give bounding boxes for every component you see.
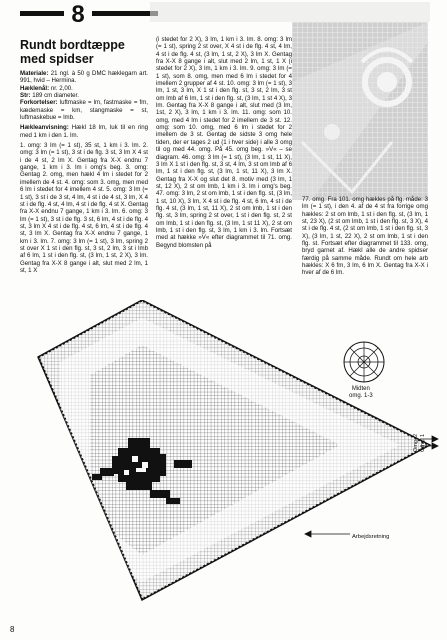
midten-label	[349, 386, 373, 400]
arbejdsretning-label: Arbejdsretning	[352, 534, 390, 540]
work-direction-arrow	[305, 531, 350, 537]
materials-label: Materiale:	[20, 70, 49, 77]
materials-text: 21 ngl. à 50 g DMC hæklegarn art. 991, hvid – Hermina.	[20, 70, 148, 85]
title-line-1: Rundt bordtæppe	[20, 38, 125, 52]
instructions-label: Hækleanvisning:	[20, 124, 69, 132]
size-text: 189 cm diameter.	[32, 92, 79, 100]
title-line-2: med spidser	[20, 52, 94, 66]
photo-banner	[150, 2, 430, 22]
size-label: Str:	[20, 92, 31, 100]
article-title	[20, 38, 148, 66]
abbrev-text: luftmaske = lm, fastmaske = fm, kædemaske = km, stangmaske = st, luftmaskebue = lmb.	[20, 99, 149, 122]
crochet-chart-diagram	[0, 300, 447, 630]
hook-text: nr. 2,00.	[50, 84, 73, 92]
hook-label: Hæklenål:	[20, 84, 50, 92]
col1-body: 1. omg: 3 lm (= 1 st), 35 st, 1 km i 3. lm. 2. omg: 3 lm (= 1 st), 3 st i de flg. 3 st, 3 lm X 4 st i de 4 st, 2 lm X. Gentag fra X-X endnu 7 gange, 1 km i 3. lm i omg's beg. 3. omg: Gentag 2. omg, men hækl 4 lm i stedet for 2 imellem de 4 st. 4. omg: som 3. omg, men med 6 lm i stedet for 4 imellem 4 st. 5. omg: 3 lm (= 1 st), 3 st i de 3 st, 4 lm, 4 st i de 4 st, 3 lm, X 4 st i de flg. 4 st, 4 lm, 4 st i de flg. 4 st X. Gentag fra X-X endnu 7 gange, 1 km i 3. lm. 6. omg: 3 lm (= 1 st), 3 st i de flg. 3 st, 6 lm, 4 st i de flg. 4 st, 3 lm X 4 st i de flg. 4 st, 6 lm, 4 st i de flg. 4 st, 3 lm X. Gentag fra X-X endnu 7 gange, 1 km i 3. lm. 7. omg: 3 lm (= 1 st), 3 lm, spring 2 st over X 1 st i den flg. st, 3 st, 2 lm, 3 st i lmb af 6 lm, 1 st i den flg. st, (3 lm, 1 st, 2 X), 3 lm. Gentag fra X-X 8 gange i alt, slut med 2 lm, 1 st, 1 X	[20, 142, 148, 274]
instructions-paragraph	[20, 124, 148, 139]
midten-line-1: Midten	[351, 386, 370, 392]
omg-1-label: Omg. 1	[420, 433, 426, 452]
abbrev-label: Forkortelser:	[20, 99, 58, 107]
page-badge: 8	[64, 2, 92, 28]
instructions-intro: Hækl 18 lm, luk til en ring med 1 km i den 1. lm.	[20, 124, 148, 139]
page-number: 8	[10, 625, 15, 634]
materials-paragraph	[20, 70, 148, 121]
text-column-2	[156, 36, 292, 252]
omg-2-label: Omg. 2	[413, 433, 419, 452]
midten-circle	[344, 342, 384, 382]
col3-body: 77. omg. Fra 101. omg hækles på flg. måde: 3 lm (= 1 st), i den 4. af de 4 st fra forrige omg hækles: 2 st om lmb, 1 st i den flg. st, (3 lm, 1 st, 23 X), (2 st om lmb, 1 st i den flg. st, 3 X), 4 st i de flg. 4 st, (2 st om lmb, 1 st i den flg. st, 3 X), (3 lm, 1 st, 22 X), 2 st om lmb, 1 st i den flg. st. Fortsæt efter diagrammet til 133. omg, bryd garnet af. Hækl alle de andre spidser færdig på samme måde. Rundt om hele arb hækles: X 6 fm, 3 lm, 6 lm X. Gentag fra X-X i hver af de 6 lm.	[302, 196, 428, 277]
midten-line-2: omg. 1-3	[349, 393, 373, 399]
lace-photo	[292, 22, 428, 200]
text-column-1	[20, 38, 148, 277]
lace-pattern-graphic	[292, 22, 428, 200]
text-column-3	[302, 196, 428, 280]
col2-body: (i stedet for 2 X), 3 lm, 1 km i 3. lm. 8. omg: 3 lm (= 1 st), spring 2 st over, X 4 st i de flg. 4 st, 4 lm, 4 st i de flg. 4 st, (3 lm, 1 st, 2 X), 3 lm X. Gentag fra X-X 8 gange i alt, slut med 2 lm, 1 st, 1 X (i stedet for 2 X), 3 lm, 1 km i 3. lm. 9. omg: 3 lm (= 1 st), som 8. omg, men med 6 lm i stedet for 4 imellem 2 grupper af 4 st. 10. omg: 3 lm (= 1 st), 3 lm, 1 st, 3 lm, X 1 st i den flg. st, 3 st, 2 lm, 3 st om lmb af 6 lm, 1 st i den flg. st, (3 lm, 1 st 4 X), 3 lm. Gentag fra X-X 8 gange i alt, slut med (3 lm, 1st, 2 X), 3 lm, 1 km i 3. lm. 11. omg: som 10. omg, med 4 lm i stedet for 2 imellem de 3 st. 12. omg: som 10. omg, med 6 lm i stedet for 2 imellem de 3 st. Gentag de sidste 3 omg hele tiden, der er tages 2 ud (1 i hver side) i alle 3 omg til og med 44. omg. På 45. omg beg. »V« – se diagram. 46. omg: 3 lm (= 1 st), (3 lm, 1 st, 11 X), 3 lm X 1 st i den flg. st, 3 st, 4 lm, 3 st om lmb af 6 lm, 1 st i den flg. st, (3 lm, 1 st, 11 X), 3 lm X. Gentag fra X-X og slut det 8. motiv med (3 lm, 1 st, 12 X), 2 st om lmb, 1 km i 3. lm i omg's beg. 47. omg: 3 lm, 2 st om lmb, 1 st i den flg. st, (3 lm, 1 st, 10 X), 3 lm, X 4 st i de flg. 4 st, 6 lm, 4 st i de flg. 4 st, (3 lm, 1 st, 11 X), 2 st om lmb, 1 st i den flg. st, 3 lm, spring 2 st over, 1 st i den flg. st, 2 st om lmb, 1 st i den flg. st, (3 lm, 1 st 11 X), 2 st om lmb, 1 st i den flg. st, 3 lm, 1 km i 3. lm. Fortsæt med at hække »V« efter diagrammet til 71. omg. Begynd blomsten på	[156, 36, 292, 249]
